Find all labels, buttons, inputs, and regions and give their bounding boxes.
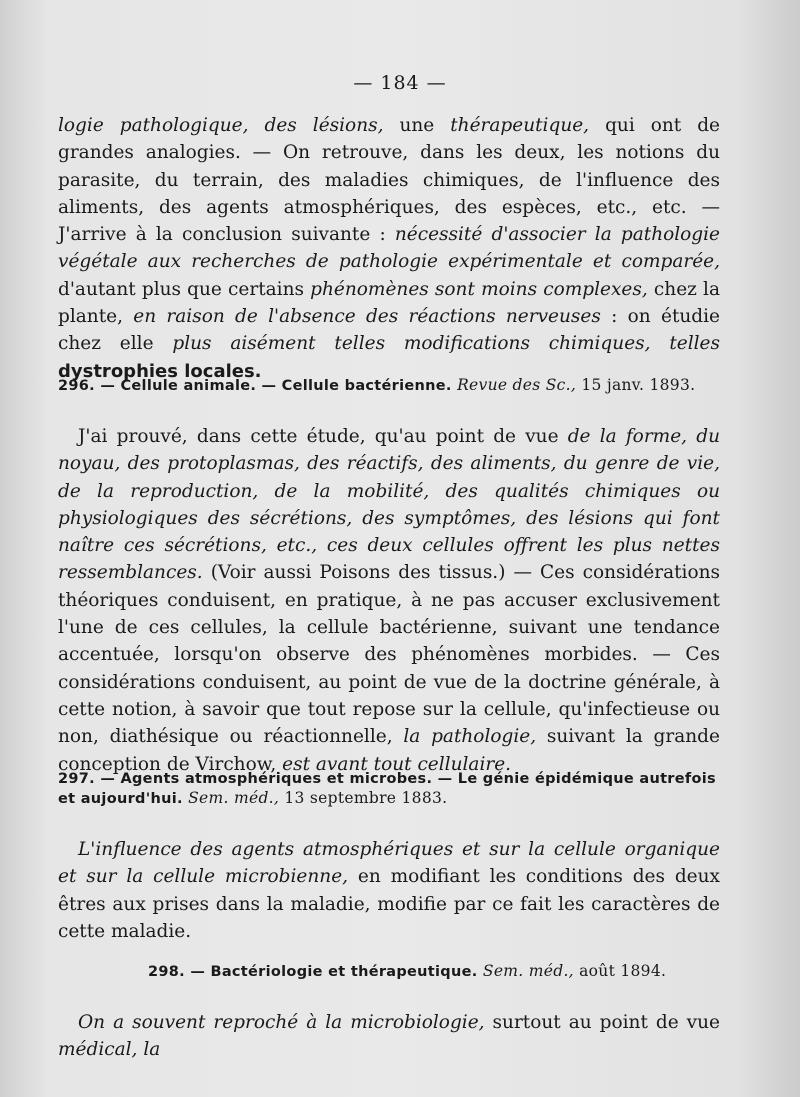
text-span: : on étudie chez elle	[58, 306, 720, 355]
entry-number: 297.	[58, 771, 95, 787]
entry-number: 296.	[58, 378, 95, 394]
text-span: L'influence des agents atmosphériques et sur la cellule organique et sur la cellule microbienne,	[58, 839, 720, 888]
entry-journal: Sem. méd.,	[482, 962, 574, 980]
entry-number: 298.	[148, 964, 185, 980]
text-span: J'ai prouvé, dans cette étude, qu'au point de vue	[78, 426, 568, 447]
entry-297-heading	[58, 770, 720, 809]
text-span: qui ont de grandes analogies. — On retrouve, dans les deux, les notions du parasite, du terrain, des maladies chimiques, de l'influence des aliments, des agents atmosphériques, des espèces, etc., etc. — J'arrive à la conclusion suivante :	[58, 115, 720, 246]
entry-journal: Sem. méd.,	[188, 789, 280, 807]
text-span: suivant la grande conception de Virchow,	[58, 726, 720, 775]
text-span: une	[383, 115, 451, 136]
entry-date: août 1894.	[573, 962, 667, 980]
text-span: surtout au point de vue	[484, 1012, 720, 1033]
text-span: est avant tout cellulaire.	[282, 753, 512, 775]
text-span: de la forme, du noyau, des protoplasmas, des réactifs, des aliments, du genre de vie, de la reproduction, de la mobilité, des qualités chimiques ou physiologiques des sécrétions, des symptômes, des lésions qui font naître ces sécrétions, etc., ces deux cellules offrent les plus nettes ressemblances.	[58, 426, 720, 584]
text-span: en raison de l'absence des réactions nerveuses	[133, 306, 601, 328]
text-span: phénomènes sont moins complexes,	[310, 278, 648, 300]
entry-title: — Agents atmosphériques et microbes. — Le génie épidémique autrefois et aujourd'hui.	[58, 771, 716, 807]
text-span: d'autant plus que certains	[58, 278, 311, 300]
paragraph-conclusion	[58, 112, 720, 385]
text-span: dystrophies locales.	[58, 360, 262, 382]
text-span: plus aisément telles modifications chimiques, telles	[172, 333, 720, 355]
text-span: logie pathologique, des lésions,	[58, 115, 384, 136]
text-span: chez la plante,	[58, 278, 720, 328]
entry-title: — Bactériologie et thérapeutique.	[184, 964, 478, 980]
entry-date: 13 septembre 1883.	[279, 789, 448, 807]
text-span: On a souvent reproché à la microbiologie,	[78, 1012, 485, 1033]
text-span: (Voir aussi Poisons des tissus.) — Ces considérations théoriques conduisent, en pratique, à ne pas accuser exclusivement l'une de ces cellules, la cellule bactérienne, suivant une tendance accentuée, lorsqu'on observe des phénomènes morbides. — Ces considérations conduisent, au point de vue de la doctrine générale, à cette notion, à savoir que tout repose sur la cellule, qu'infectieuse ou non, diathésique ou réactionnelle,	[58, 562, 720, 748]
entry-296-heading	[58, 376, 720, 396]
text-span: thérapeutique,	[450, 115, 590, 136]
text-span: nécessité d'associer la pathologie végétale aux recherches de pathologie expérimentale et comparée,	[58, 224, 721, 273]
text-span: médical, la	[58, 1039, 161, 1061]
entry-journal: Revue des Sc.,	[457, 376, 577, 394]
entry-date: 15 janv. 1893.	[576, 376, 696, 394]
text-span: la pathologie,	[403, 726, 537, 748]
page-number: — 184 —	[353, 72, 447, 94]
paragraph-298	[58, 1009, 720, 1064]
entry-298-heading	[148, 962, 748, 982]
entry-title: — Cellule animale. — Cellule bactérienne.	[94, 378, 452, 394]
paragraph-296	[58, 423, 720, 778]
text-span: en modifiant les conditions des deux êtres aux prises dans la maladie, modifie par ce fait les caractères de cette maladie.	[58, 866, 720, 942]
paragraph-297	[58, 836, 720, 945]
